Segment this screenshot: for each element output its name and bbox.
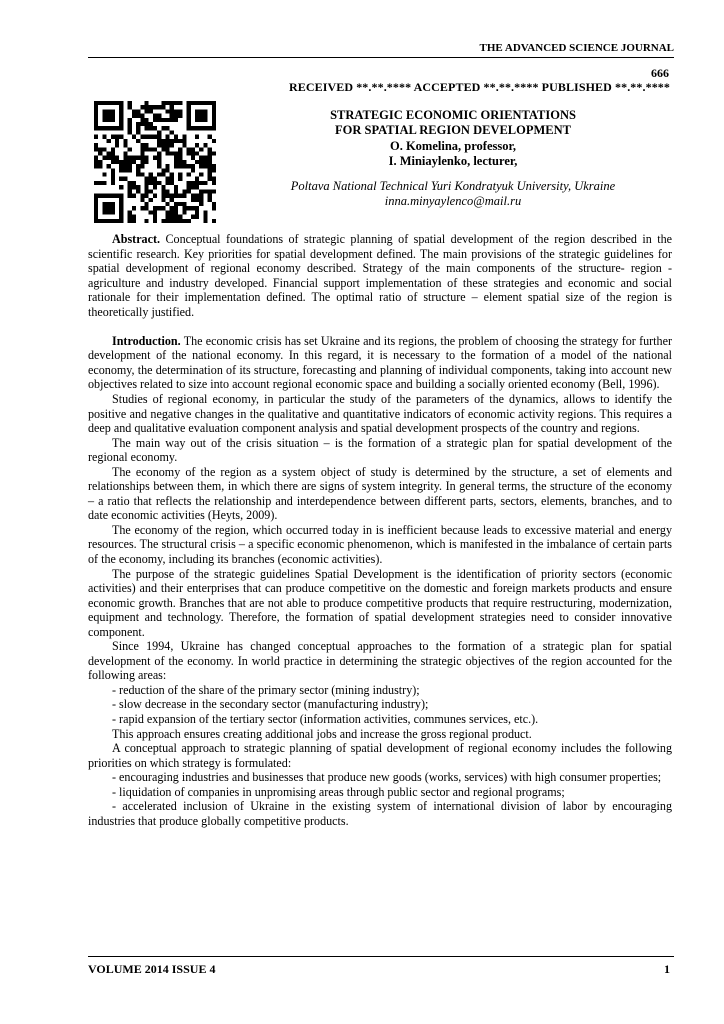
list-item: - rapid expansion of the tertiary sector (information activities, communes services, etc.). [112,712,539,726]
footer-volume-issue: VOLUME 2014 ISSUE 4 [88,962,216,976]
page-number-top: 666 [651,66,669,80]
introduction-label: Introduction. [112,333,181,348]
footer-rule [88,956,674,957]
list-item: - encouraging industries and businesses that produce new goods (works, services) with high consumer properties; [112,770,662,785]
body-paragraph: Studies of regional economy, in particular the study of the parameters of the dynamics, allows to identify the positive and negative changes in the qualitative and quantitative indicators of economic activity regions. This requires a deep and qualitative evaluation component analysis and spatial development prospects of the country and regions. [88,391,672,436]
author-email: inna.minyaylenco@mail.ru [384,194,522,209]
header-rule [88,57,674,58]
list-item: - accelerated inclusion of Ukraine in the existing system of international division of labor by encouraging industries that produce globally competitive products. [88,799,672,828]
body-paragraph: A conceptual approach to strategic planning of spatial development of regional economy includes the following priorities on which strategy is formulated: [88,741,672,770]
body-paragraph: This approach ensures creating additional jobs and increase the gross regional product. [112,726,532,741]
affiliation: Poltava National Technical Yuri Kondratyuk University, Ukraine [290,178,616,193]
received-accepted-published-line: RECEIVED **.**.**** ACCEPTED **.**.**** PUBLISHED **.**.**** [288,80,670,94]
list-item: - liquidation of companies in unpromising areas through public sector and regional programs; [112,784,565,799]
abstract-text: Conceptual foundations of strategic planning of spatial development of the region described in the scientific research. Key priorities for spatial development defined. The main provisions of the strategic guidelines for spatial development of regional economy described. Strategy of the main components of the structure- region - agriculture and industry developed. Financial support implementation of these strategies and economic and social rationale for their implementation defined. The optimal ratio of structure – element spatial size of the region is theoretically justified. [88,232,672,319]
qr-code [94,101,216,223]
list-item: - reduction of the share of the primary sector (mining industry); [112,682,420,697]
body-paragraph: The purpose of the strategic guidelines Spatial Development is the identification of priority sectors (economic activities) and their enterprises that can produce competitive on the domestic and foreign markets products and ensure economic growth. Branches that are not able to produce competitive products that require restructuring, modernization, equipment and technology. Therefore, the formation of spatial development strategies need to consider innovative component. [88,566,672,639]
article-title-line2: FOR SPATIAL REGION DEVELOPMENT [334,123,572,138]
abstract-paragraph [88,232,672,319]
journal-header: THE ADVANCED SCIENCE JOURNAL [479,42,674,54]
article-body [88,232,672,828]
author-1: O. Komelina, professor, [389,138,517,153]
introduction-paragraph [88,334,672,392]
article-header-block [256,108,650,209]
abstract-label: Abstract. [112,232,161,246]
body-paragraph: The economy of the region, which occurred today in is inefficient because leads to excessive material and energy resources. The structural crisis – a specific economic phenomenon, which is manifested in the imbalance of certain parts of the economy, including its branches (economic activities). [88,522,672,566]
body-paragraph: Since 1994, Ukraine has changed conceptual approaches to the formation of a strategic plan for spatial development of the economy. In world practice in determining the strategic objectives of the region accounted for the following areas: [88,639,672,683]
body-paragraph: The economy of the region as a system object of study is determined by the structure, a set of elements and relationships between them, in which there are signs of system integrity. In general terms, the structure of the economy – a ratio that reflects the relationship and interdependence between different parts, sectors, elements, branches, and to date economic activities (Heyts, 2009). [88,464,672,523]
footer-page-number: 1 [664,962,670,976]
article-title-line1: STRATEGIC ECONOMIC ORIENTATIONS [330,108,576,122]
introduction-text: The economic crisis has set Ukraine and its regions, the problem of choosing the strategy for further development of the national economy. In this regard, it is necessary to the formation of a model of the national economy, the determination of its structure, forecasting and planning of individual components, taking into account new objectives related to size into account regional economic space and building a socially oriented economy (Bell, 1996). [88,333,672,392]
body-paragraph: The main way out of the crisis situation – is the formation of a strategic plan for spatial development of the regional economy. [88,435,672,465]
list-item: - slow decrease in the secondary sector (manufacturing industry); [112,697,429,712]
author-2: I. Miniaylenko, lecturer, [388,154,518,169]
